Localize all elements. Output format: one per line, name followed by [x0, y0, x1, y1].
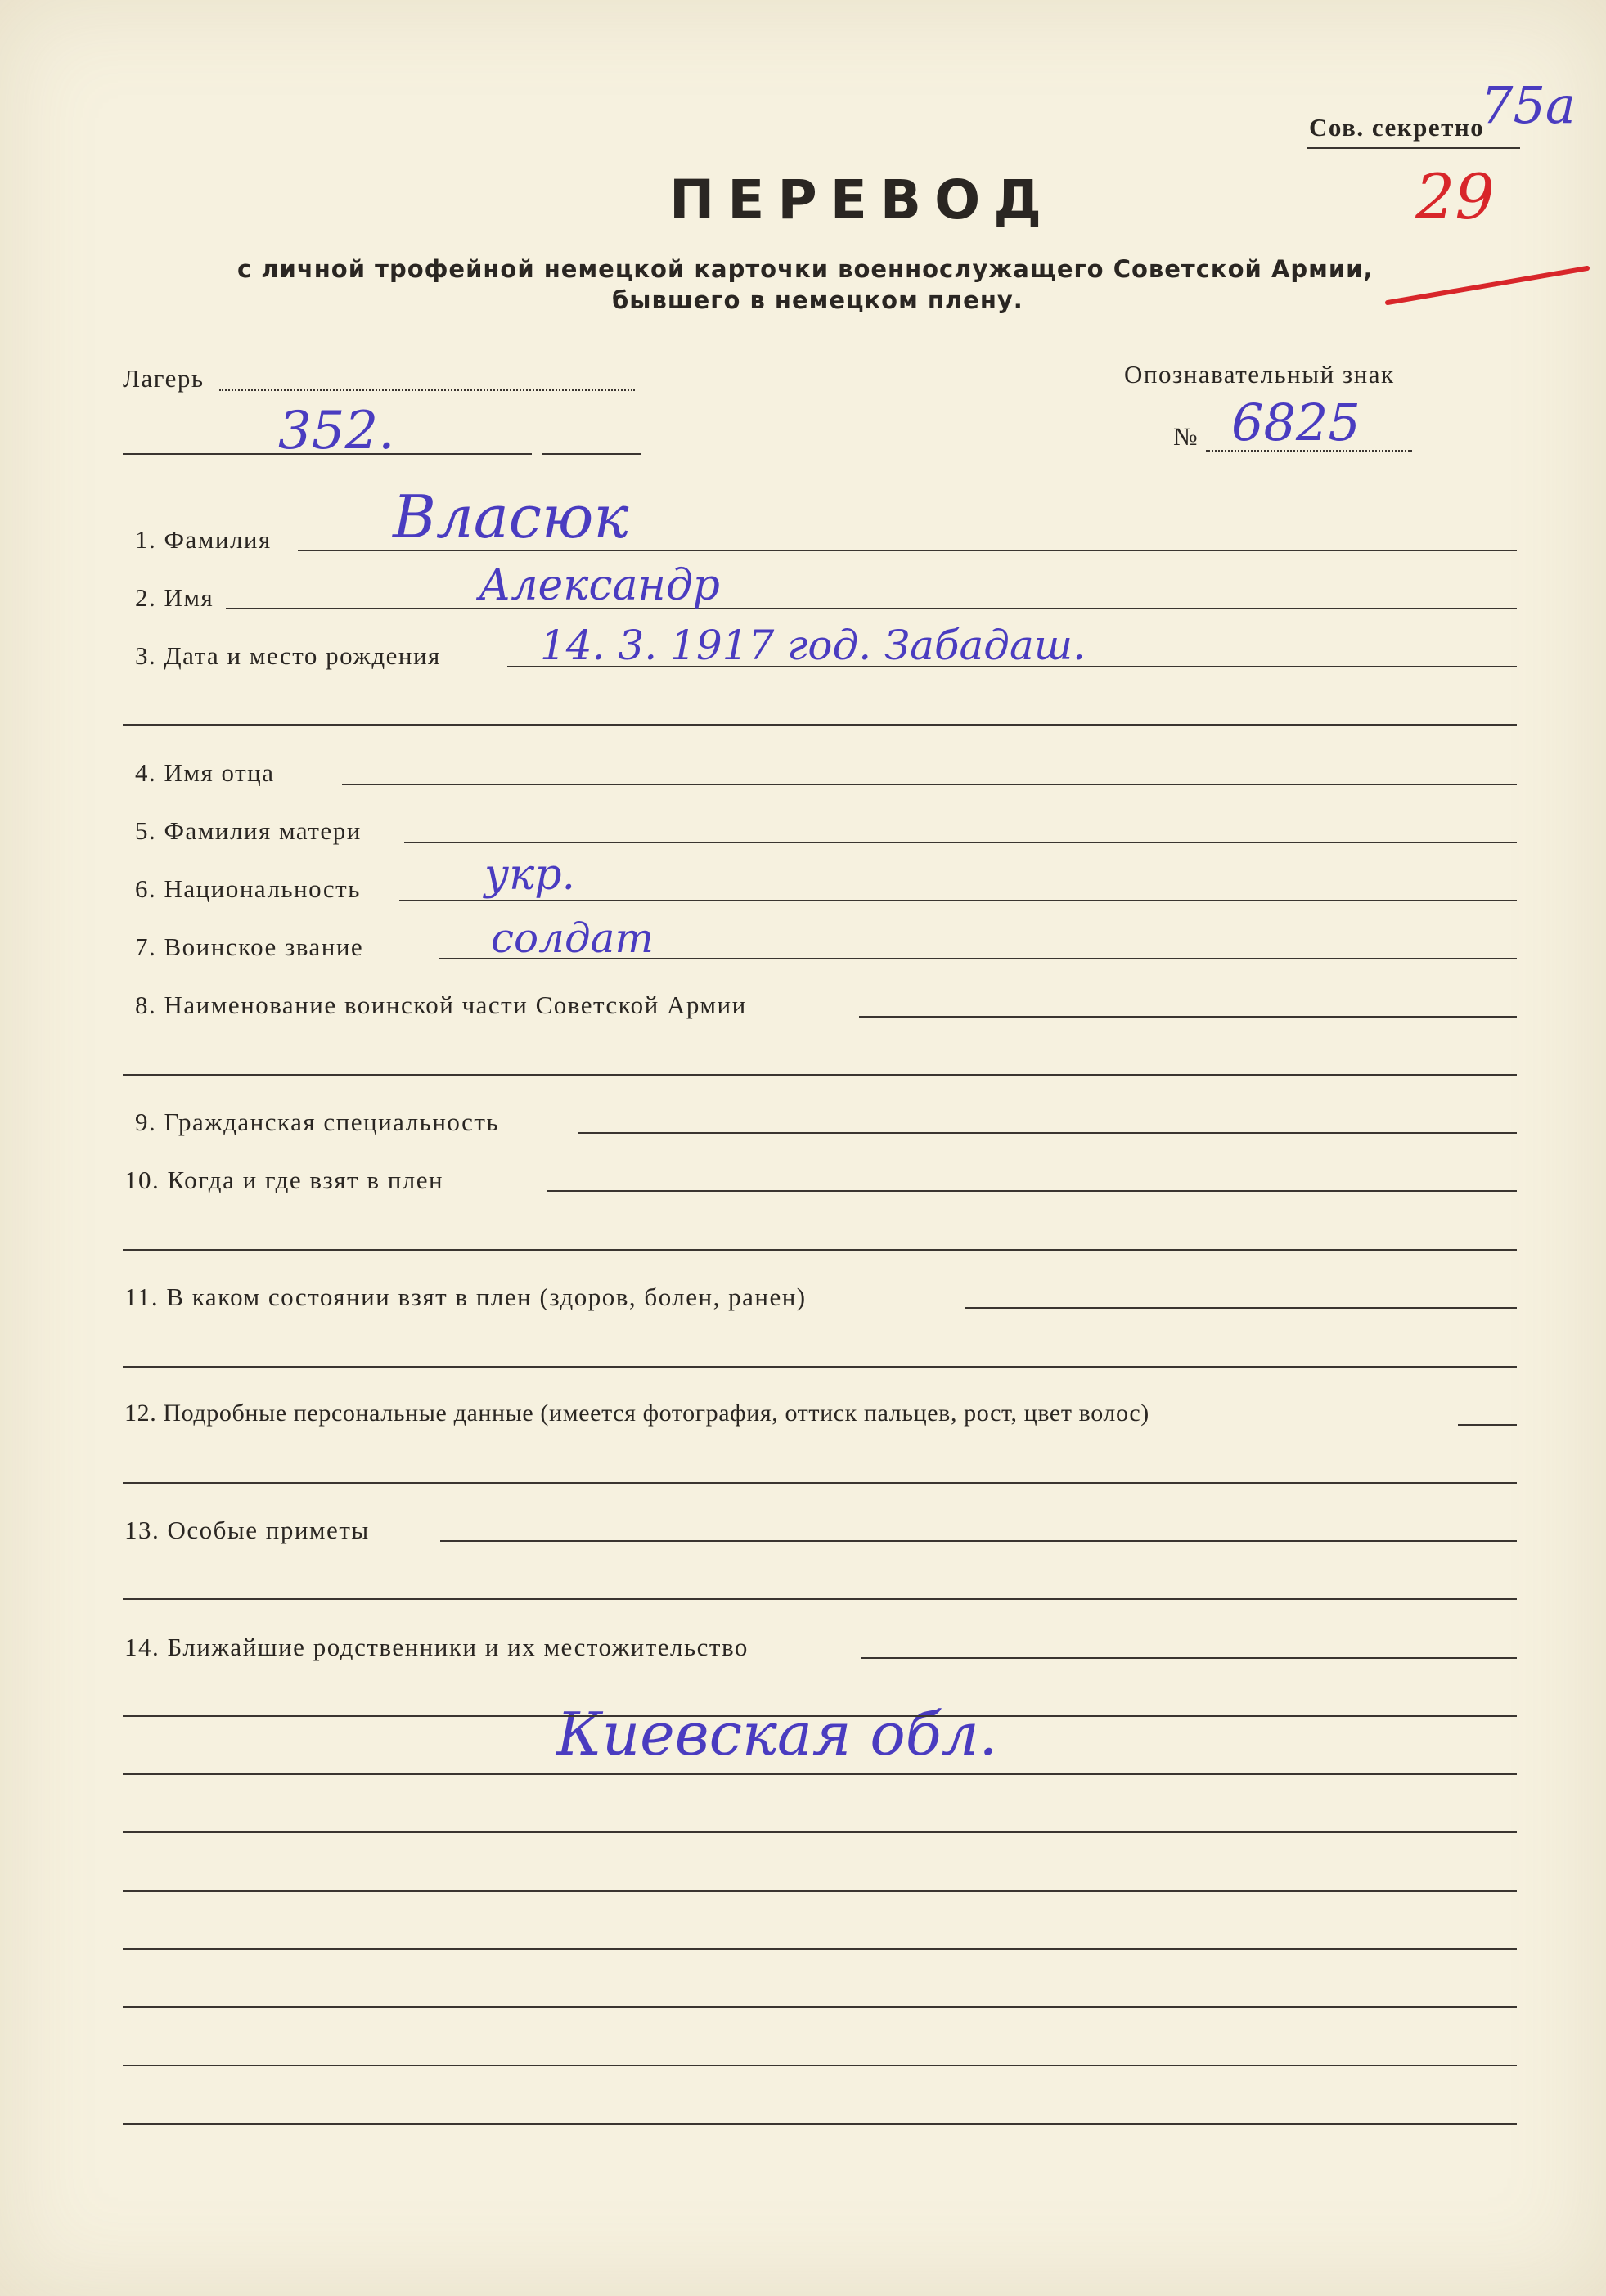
field-12-line-2 — [123, 1482, 1517, 1484]
red-underline-stroke — [1383, 262, 1595, 311]
blank-line-1 — [123, 1715, 1517, 1717]
blank-line-7 — [123, 2065, 1517, 2066]
field-6-line — [399, 900, 1517, 901]
document-title: ПЕРЕВОД — [669, 168, 1055, 231]
field-11-line-2 — [123, 1366, 1517, 1368]
subtitle-line-1: с личной трофейной немецкой карточки военнослужащего Советской Армии, — [237, 255, 1374, 283]
field-6-label: 6. Национальность — [135, 874, 361, 903]
field-11-line — [965, 1307, 1517, 1309]
field-1-label: 1. Фамилия — [135, 525, 272, 554]
field-3-label: 3. Дата и место рождения — [135, 641, 441, 670]
field-14-label: 14. Ближайшие родственники и их местожительство — [124, 1633, 749, 1661]
field-5-line — [404, 842, 1517, 843]
field-12-label: 12. Подробные персональные данные (имеется фотография, оттиск пальцев, рост, цвет волос) — [124, 1400, 1149, 1427]
red-mark-annotation: 29 — [1415, 160, 1495, 233]
blank-line-8 — [123, 2123, 1517, 2125]
field-9-label: 9. Гражданская специальность — [135, 1108, 500, 1136]
field-8-line — [859, 1016, 1517, 1018]
id-tag-number-sign: № — [1173, 422, 1199, 451]
camp-line-2 — [542, 453, 641, 455]
blank-line-2 — [123, 1773, 1517, 1775]
subtitle-line-2: бывшего в немецком плену. — [612, 286, 1023, 314]
id-tag-label: Опознавательный знак — [1124, 360, 1395, 389]
field-3-line-2 — [123, 724, 1517, 726]
page-number-annotation: 75а — [1481, 75, 1576, 135]
field-13-line — [440, 1540, 1517, 1542]
camp-value: 352. — [278, 401, 395, 461]
field-2-label: 2. Имя — [135, 583, 214, 612]
field-2-line — [226, 608, 1517, 609]
blank-line-6 — [123, 2006, 1517, 2008]
blank-line-3 — [123, 1831, 1517, 1833]
blank-line-5 — [123, 1948, 1517, 1950]
field-4-label: 4. Имя отца — [135, 758, 275, 787]
field-8-line-2 — [123, 1074, 1517, 1076]
field-7-value: солдат — [491, 914, 654, 962]
field-8-label: 8. Наименование воинской части Советской Армии — [135, 991, 747, 1019]
field-11-label: 11. В каком состоянии взят в плен (здоров, болен, ранен) — [124, 1283, 807, 1311]
field-10-line-2 — [123, 1249, 1517, 1251]
field-5-label: 5. Фамилия матери — [135, 816, 362, 845]
field-9-line — [578, 1132, 1517, 1134]
classification-underline — [1307, 147, 1520, 149]
field-10-label: 10. Когда и где взят в плен — [124, 1166, 444, 1194]
camp-label: Лагерь — [123, 364, 205, 393]
field-3-value: 14. 3. 1917 год. Забадаш. — [540, 622, 1086, 669]
field-13-line-2 — [123, 1598, 1517, 1600]
field-14-line — [861, 1657, 1517, 1659]
id-tag-value: 6825 — [1231, 393, 1361, 452]
field-2-value: Александр — [479, 561, 720, 610]
field-4-line — [342, 784, 1517, 785]
classification-label: Сов. секретно — [1309, 113, 1485, 142]
field-6-value: укр. — [484, 851, 576, 900]
field-13-label: 13. Особые приметы — [124, 1516, 370, 1544]
blank-line-4 — [123, 1890, 1517, 1892]
field-1-value: Власюк — [393, 483, 629, 551]
field-14-value: Киевская обл. — [556, 1700, 998, 1768]
field-12-line — [1458, 1424, 1517, 1426]
camp-dotted-line — [219, 389, 635, 391]
field-7-label: 7. Воинское звание — [135, 932, 364, 961]
field-10-line — [547, 1190, 1517, 1192]
